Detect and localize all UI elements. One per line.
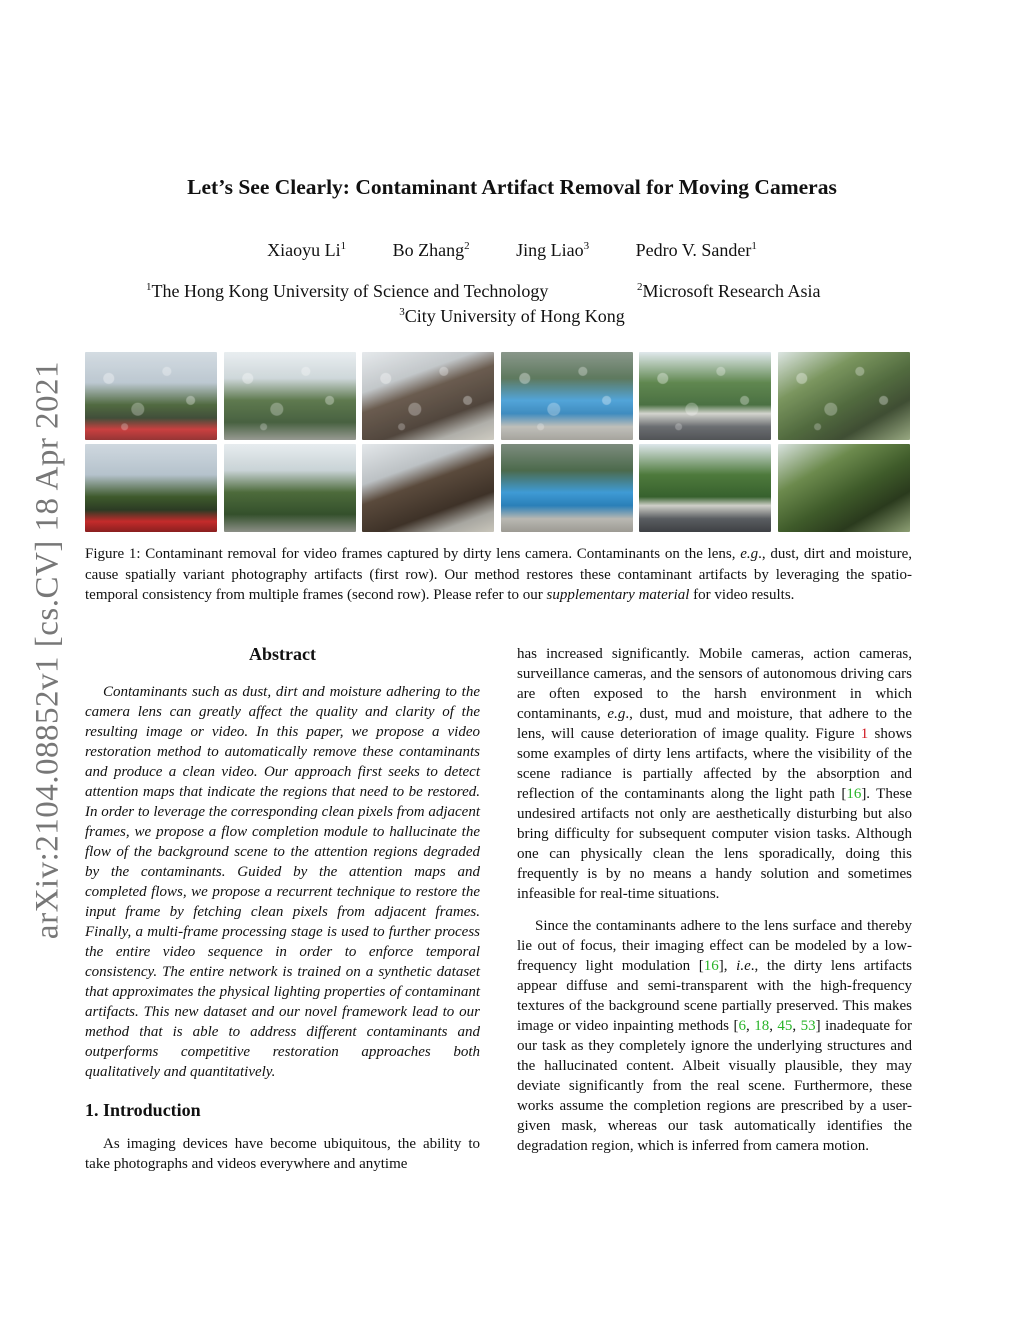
abstract-heading: Abstract [249, 644, 316, 664]
frame-restored-5 [639, 444, 771, 532]
intro-paragraph-2: Since the contaminants adhere to the lens surface and thereby lie out of focus, their imaging effect can be modeled by a low-frequency light modulation [16], i.e., the dirty lens artifacts appear diffuse and semi-transparent with the high-frequency textures of the background scene partially preserved. This makes image or video inpainting methods [6, 18, 45, 53] inadequate for our task as they completely ignore the underlying structures and the hallucinated content. Albeit visually plausible, they may deviate significantly from the real scene. Furthermore, these works assume the completion regions are prescribed by a user-given mask, whereas our task automatically identifies the degradation region, which is inferred from camera motion. [517, 918, 913, 1154]
citation-18-link[interactable]: 18 [754, 1018, 770, 1034]
frame-restored-3 [362, 444, 494, 532]
left-column [85, 644, 480, 1174]
frame-restored-1 [85, 444, 217, 532]
figure-1-caption: Figure 1: Contaminant removal for video frames captured by dirty lens camera. Contaminants on the lens, e.g., dust, dirt and moisture, cause spatially variant photography artifacts (first row). Our method restores these contaminant artifacts by leveraging the spatio-temporal consistency from multiple frames (second row). Please refer to our supplementary material for video results. [85, 546, 912, 603]
citation-16-link[interactable]: 16 [846, 786, 862, 802]
intro-paragraph-1-continued: has increased significantly. Mobile cameras, action cameras, surveillance cameras, and the sensors of autonomous driving cars are often exposed to the harsh environment in which contaminants, e.g., dust, mud and moisture, that adhere to the lens, will cause deterioration of image quality. Figure 1 shows some examples of dirty lens artifacts, where the visibility of the scene radiance is partially affected by the absorption and reflection of the contaminants along the light path [16]. These undesired artifacts not only are aesthetically disturbing but also bring difficulty for subsequent computer vision tasks. Although one can physically clean the lens sporadically, doing this frequently is by no means a handy solution and sometimes infeasible for real-time situations. [517, 646, 913, 902]
citation-16-link[interactable]: 16 [703, 958, 719, 974]
abstract-text: Contaminants such as dust, dirt and moisture adhering to the camera lens can greatly affect the quality and clarity of the resulting image or video. In this paper, we propose a video restoration method to automatically remove these contaminants and produce a clean video. Our approach first seeks to detect attention maps that indicate the regions that need to be restored. In order to leverage the corresponding clean pixels from adjacent frames, we propose a flow completion module to hallucinate the flow of the background scene to the attention regions degraded by the contaminants. Guided by the attention maps and completed flows, we propose a recurrent technique to restore the input frame by fetching clean pixels from adjacent frames. Finally, a multi-frame processing stage is used to further process the entire video sequence in order to enforce temporal consistency. The entire network is trained on a synthetic dataset that approximates the physical lighting properties of contaminant artifacts. This new dataset and our novel framework lead to our method that is able to address different contaminants and outperforms competitive restoration approaches both qualitatively and quantitatively. [85, 684, 480, 1080]
right-column [517, 644, 912, 1156]
affiliation-1: $^1$The Hong Kong University of Science and Technology [146, 281, 549, 301]
frame-contaminated-4 [501, 352, 633, 440]
author-list [0, 240, 1024, 261]
arxiv-id-text: arXiv:2104.08852v1 [cs.CV] 18 Apr 2021 [29, 360, 66, 940]
author-1: Xiaoyu Li$^1$ [267, 240, 347, 260]
citation-6-link[interactable]: 6 [738, 1018, 746, 1034]
frame-contaminated-3 [362, 352, 494, 440]
affiliation-2: $^2$Microsoft Research Asia [637, 281, 821, 301]
frame-contaminated-1 [85, 352, 217, 440]
frame-contaminated-6 [778, 352, 910, 440]
figure-1-image-grid [85, 352, 910, 532]
figure-1-link[interactable]: 1 [860, 726, 869, 742]
intro-paragraph-1: As imaging devices have become ubiquitous, the ability to take photographs and videos everywhere and anytime [85, 1136, 480, 1172]
frame-contaminated-2 [224, 352, 356, 440]
frame-contaminated-5 [639, 352, 771, 440]
paper-title: Let’s See Clearly: Contaminant Artifact Removal for Moving Cameras [187, 175, 837, 199]
frame-restored-2 [224, 444, 356, 532]
affiliation-3: $^3$City University of Hong Kong [399, 306, 625, 326]
author-2: Bo Zhang$^2$ [392, 240, 470, 260]
citation-45-link[interactable]: 45 [777, 1018, 793, 1034]
introduction-heading: 1. Introduction [85, 1100, 201, 1120]
author-4: Pedro V. Sander$^1$ [635, 240, 757, 260]
frame-restored-4 [501, 444, 633, 532]
citation-53-link[interactable]: 53 [800, 1018, 816, 1034]
arxiv-sidebar-identifier [26, 350, 70, 950]
frame-restored-6 [778, 444, 910, 532]
author-3: Jing Liao$^3$ [516, 240, 590, 260]
